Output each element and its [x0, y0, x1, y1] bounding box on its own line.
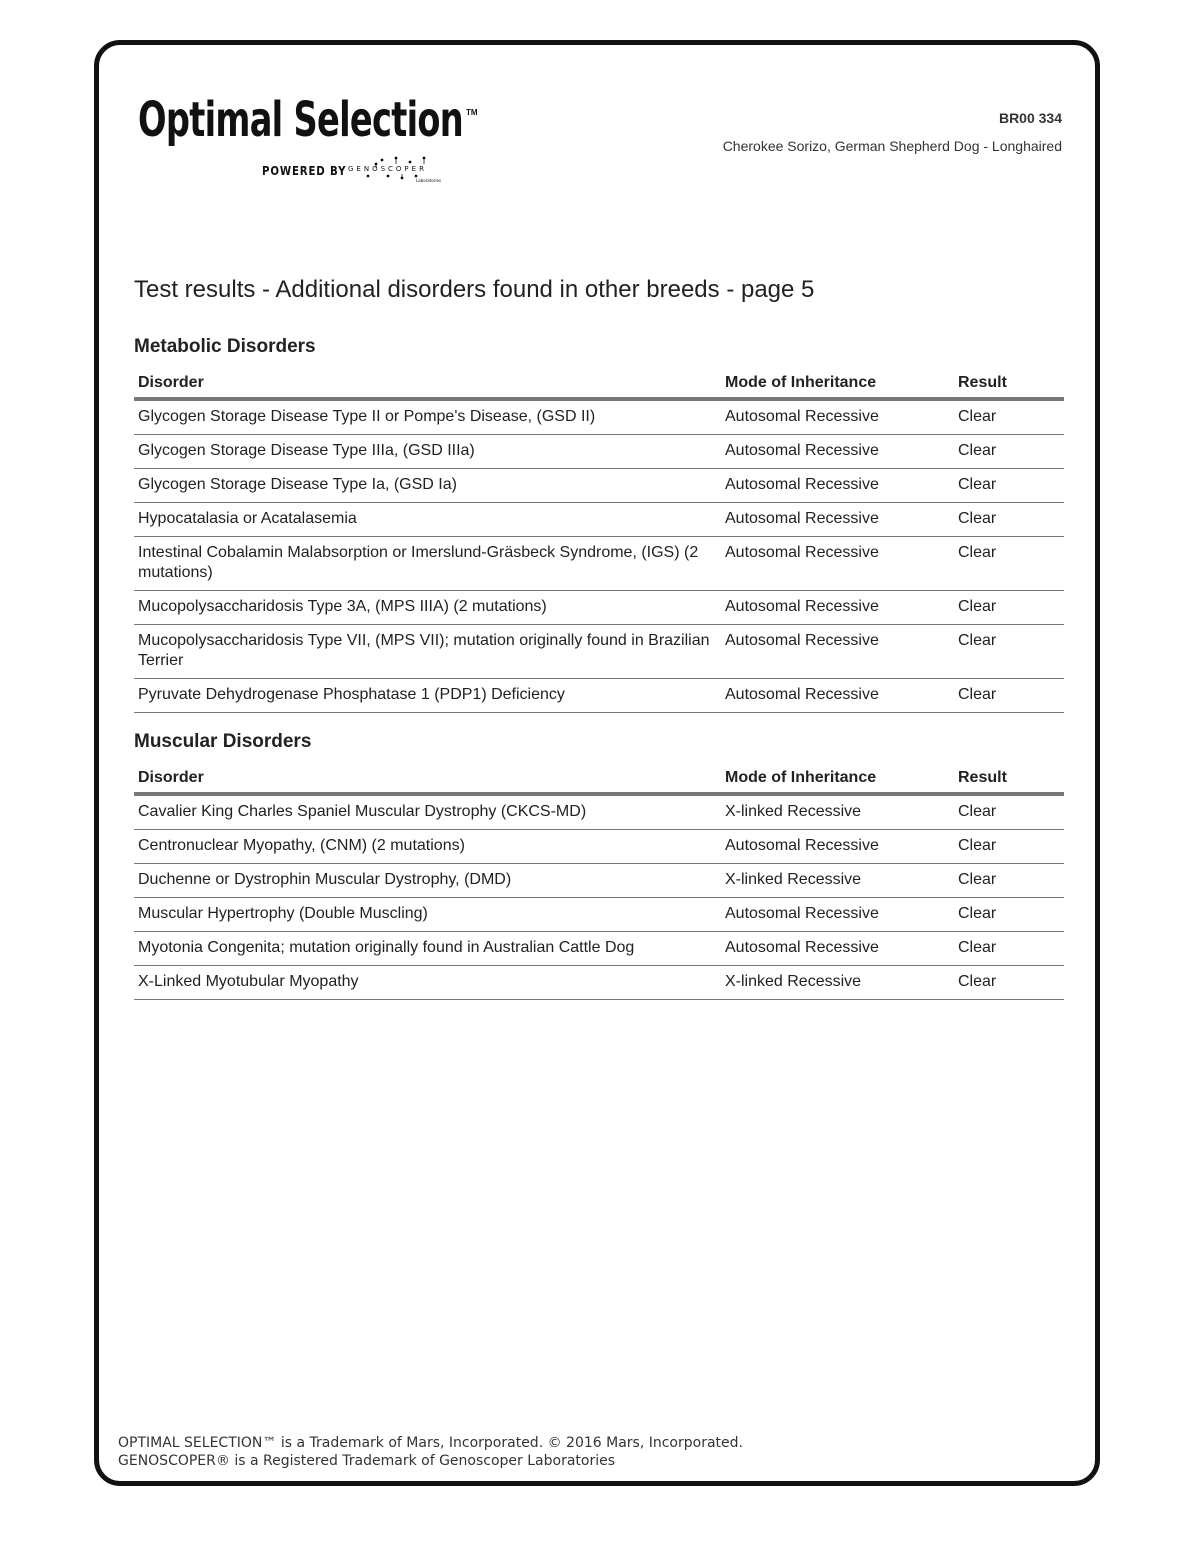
- mode-cell: Autosomal Recessive: [725, 905, 879, 922]
- report-heading: Test results - Additional disorders found in other breeds - page 5: [134, 276, 815, 303]
- logo-trademark: TM: [466, 108, 478, 117]
- disorder-cell: Hypocatalasia or Acatalasemia: [138, 510, 357, 527]
- result-cell: Clear: [958, 408, 997, 425]
- mode-cell: X-linked Recessive: [725, 803, 862, 820]
- column-header-disorder: Disorder: [138, 769, 204, 786]
- disorder-cell: Mucopolysaccharidosis Type 3A, (MPS IIIA) (2 mutations): [138, 598, 547, 615]
- result-cell: Clear: [958, 544, 997, 561]
- genoscoper-wordmark: GENOSCOPER: [348, 165, 427, 173]
- logo-powered-by: POWERED BY: [262, 164, 347, 178]
- genoscoper-subtitle: Laboratories: [416, 178, 442, 183]
- logo-title: Optimal Selection: [138, 92, 463, 148]
- mode-cell: Autosomal Recessive: [725, 837, 879, 854]
- optimal-selection-logo: [138, 90, 478, 190]
- disorder-cell: Cavalier King Charles Spaniel Muscular Dystrophy (CKCS-MD): [138, 803, 587, 820]
- mode-cell: Autosomal Recessive: [725, 510, 879, 527]
- mode-cell: Autosomal Recessive: [725, 408, 879, 425]
- table-row: [134, 537, 1064, 591]
- result-cell: Clear: [958, 973, 997, 990]
- disorder-cell: Muscular Hypertrophy (Double Muscling): [138, 905, 428, 922]
- table-row: [134, 435, 1064, 469]
- result-cell: Clear: [958, 939, 997, 956]
- mode-cell: Autosomal Recessive: [725, 442, 879, 459]
- table-row: [134, 469, 1064, 503]
- mode-cell: Autosomal Recessive: [725, 598, 879, 615]
- table-header: [134, 759, 1064, 796]
- table-header: [134, 364, 1064, 401]
- footer: [118, 1434, 743, 1470]
- footer-trademark-line: OPTIMAL SELECTION™ is a Trademark of Mars, Incorporated. © 2016 Mars, Incorporated.: [118, 1435, 743, 1451]
- table-row: [134, 591, 1064, 625]
- column-header-result: Result: [958, 769, 1007, 786]
- disorder-cell: X-Linked Myotubular Myopathy: [138, 973, 359, 990]
- dog-id: BR00 334: [998, 110, 1062, 126]
- result-cell: Clear: [958, 871, 997, 888]
- column-header-mode: Mode of Inheritance: [725, 374, 877, 391]
- disorder-cell: Mucopolysaccharidosis Type VII, (MPS VII); mutation originally found in Brazilian Terrier: [138, 632, 710, 669]
- genoscoper-logo-icon: [346, 154, 466, 184]
- disorder-cell: Pyruvate Dehydrogenase Phosphatase 1 (PDP1) Deficiency: [138, 686, 565, 703]
- table-row: [134, 679, 1064, 713]
- mode-cell: Autosomal Recessive: [725, 632, 879, 649]
- disorder-cell: Centronuclear Myopathy, (CNM) (2 mutations): [138, 837, 465, 854]
- dog-name: Cherokee Sorizo, German Shepherd Dog - Longhaired: [722, 138, 1062, 154]
- result-cell: Clear: [958, 837, 997, 854]
- table-row: [134, 864, 1064, 898]
- disorder-cell: Glycogen Storage Disease Type II or Pompe's Disease, (GSD II): [138, 408, 596, 425]
- table-row: [134, 796, 1064, 830]
- column-header-mode: Mode of Inheritance: [725, 769, 877, 786]
- result-cell: Clear: [958, 510, 997, 527]
- table-row: [134, 503, 1064, 537]
- disorder-cell: Duchenne or Dystrophin Muscular Dystrophy, (DMD): [138, 871, 512, 888]
- mode-cell: X-linked Recessive: [725, 871, 862, 888]
- result-cell: Clear: [958, 905, 997, 922]
- table-row: [134, 966, 1064, 1000]
- disorder-cell: Myotonia Congenita; mutation originally found in Australian Cattle Dog: [138, 939, 635, 956]
- result-cell: Clear: [958, 632, 997, 649]
- disorder-cell: Intestinal Cobalamin Malabsorption or Imerslund-Gräsbeck Syndrome, (IGS) (2 mutations): [138, 544, 699, 581]
- disorders-table: [134, 364, 1064, 713]
- muscular-disorders-section: [134, 731, 1064, 1000]
- disorder-cell: Glycogen Storage Disease Type IIIa, (GSD IIIa): [138, 442, 475, 459]
- disorders-table: [134, 759, 1064, 1000]
- mode-cell: X-linked Recessive: [725, 973, 862, 990]
- disorder-cell: Glycogen Storage Disease Type Ia, (GSD Ia): [138, 476, 457, 493]
- result-cell: Clear: [958, 442, 997, 459]
- mode-cell: Autosomal Recessive: [725, 939, 879, 956]
- table-row: [134, 625, 1064, 679]
- table-row: [134, 932, 1064, 966]
- result-cell: Clear: [958, 598, 997, 615]
- mode-cell: Autosomal Recessive: [725, 476, 879, 493]
- result-cell: Clear: [958, 686, 997, 703]
- column-header-result: Result: [958, 374, 1007, 391]
- column-header-disorder: Disorder: [138, 374, 204, 391]
- section-title: Muscular Disorders: [134, 731, 312, 752]
- section-title: Metabolic Disorders: [134, 336, 316, 357]
- mode-cell: Autosomal Recessive: [725, 686, 879, 703]
- table-row: [134, 898, 1064, 932]
- metabolic-disorders-section: [134, 336, 1064, 713]
- result-cell: Clear: [958, 803, 997, 820]
- result-cell: Clear: [958, 476, 997, 493]
- table-row: [134, 401, 1064, 435]
- footer-registered-line: GENOSCOPER® is a Registered Trademark of Genoscoper Laboratories: [118, 1453, 616, 1469]
- dog-info: [723, 110, 1062, 154]
- mode-cell: Autosomal Recessive: [725, 544, 879, 561]
- table-row: [134, 830, 1064, 864]
